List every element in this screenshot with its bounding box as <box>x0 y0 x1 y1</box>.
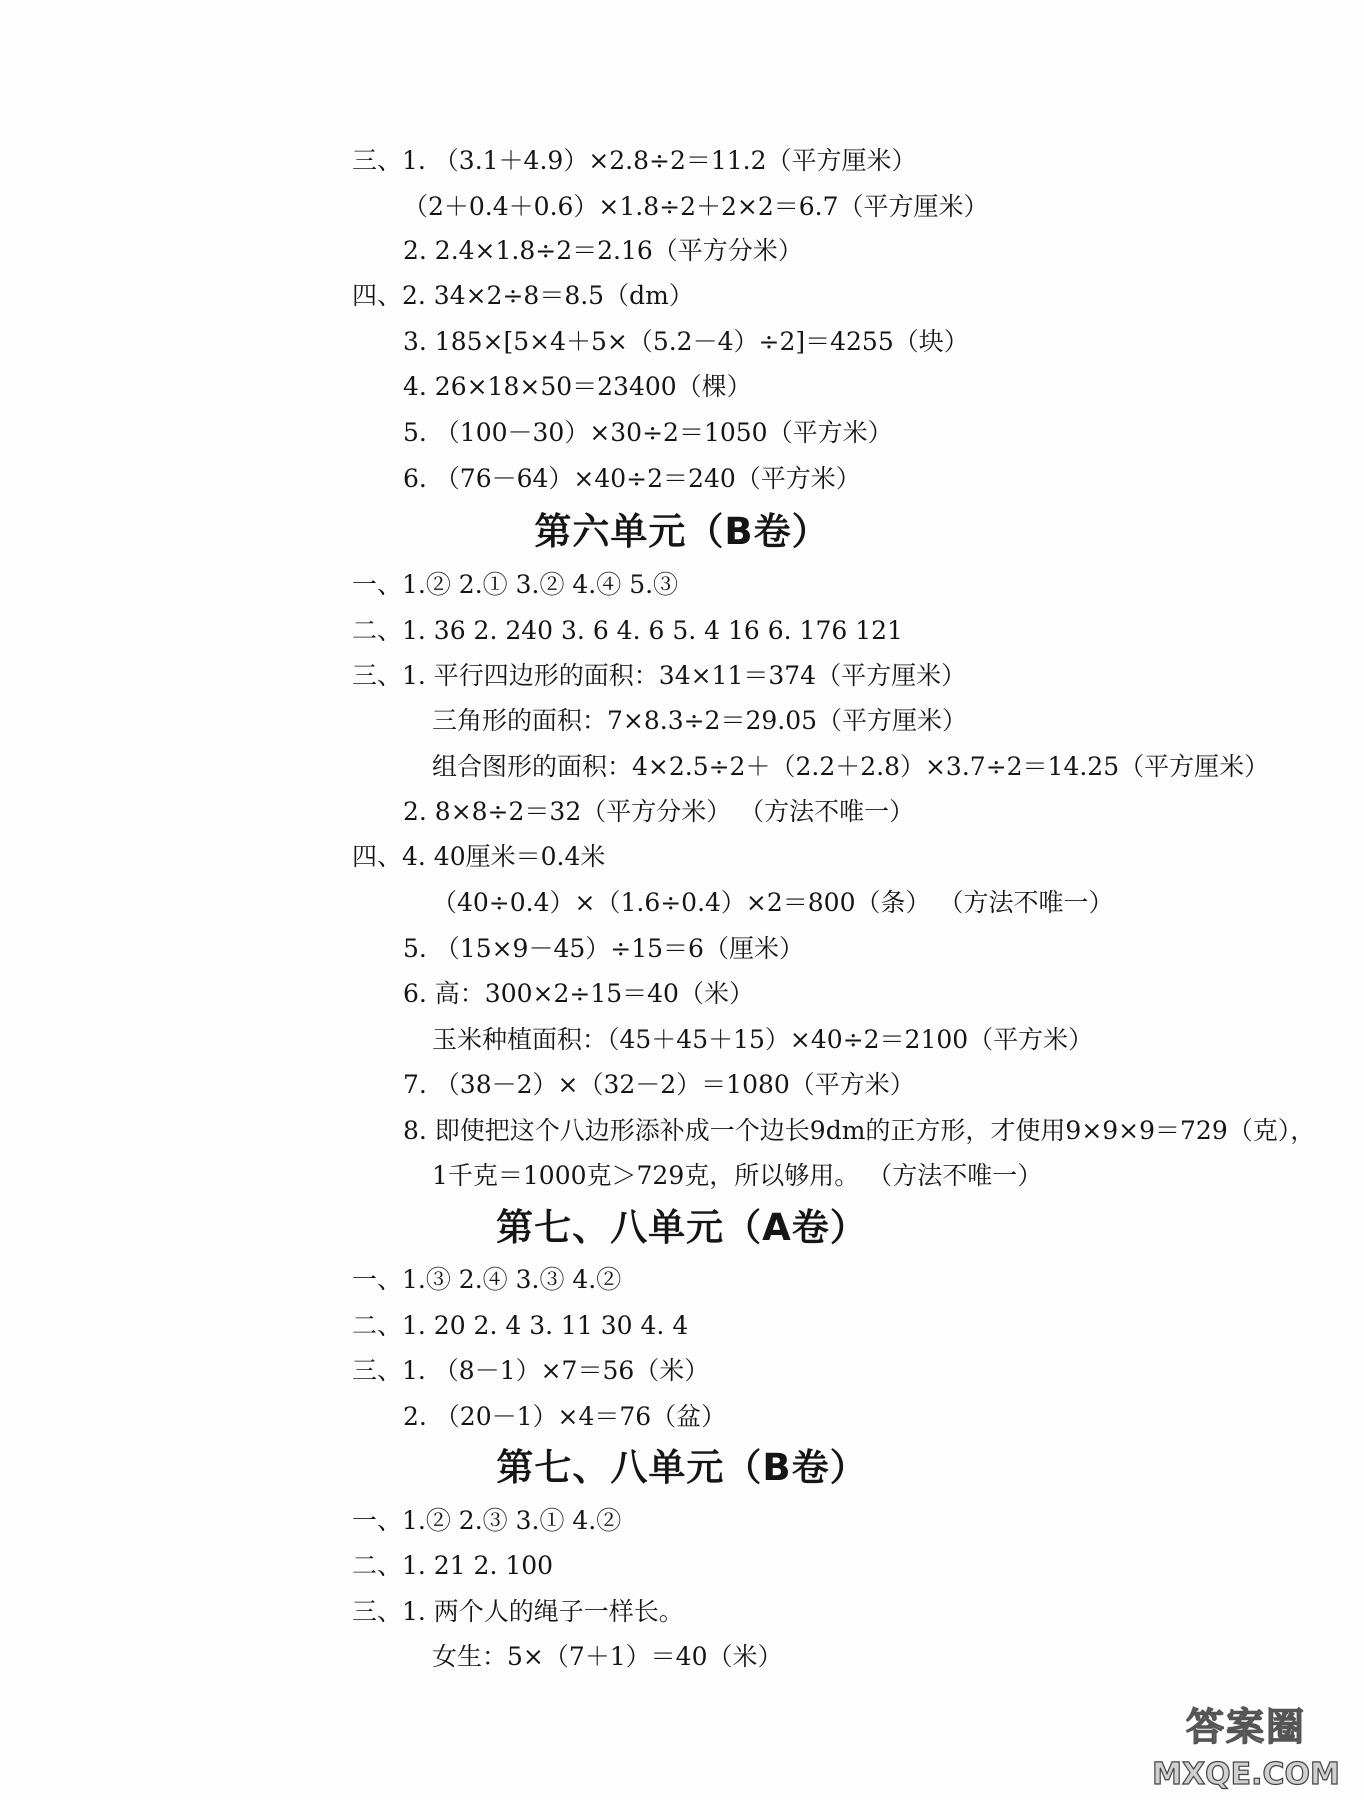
answer-line: 三、1. 平行四边形的面积：34×11＝374（平方厘米） <box>352 661 967 690</box>
answer-line: 3. 185×[5×4＋5×（5.2－4）÷2]＝4255（块） <box>403 327 969 356</box>
answer-line: 1千克＝1000克＞729克，所以够用。 （方法不唯一） <box>432 1161 1043 1190</box>
answer-line: 2. （20－1）×4＝76（盆） <box>403 1402 727 1431</box>
answer-line: 2. 8×8÷2＝32（平方分米） （方法不唯一） <box>403 797 915 826</box>
answer-line: 三、1. （3.1＋4.9）×2.8÷2＝11.2（平方厘米） <box>352 146 917 175</box>
answer-line: 4. 26×18×50＝23400（棵） <box>403 372 752 401</box>
answer-line: 组合图形的面积：4×2.5÷2＋（2.2＋2.8）×3.7÷2＝14.25（平方厘米） <box>432 752 1270 781</box>
answer-line: 5. （100－30）×30÷2＝1050（平方米） <box>403 418 893 447</box>
answer-line: 三、1. 两个人的绳子一样长。 <box>352 1597 684 1626</box>
answer-line: 一、1.③ 2.④ 3.③ 4.② <box>352 1265 622 1294</box>
answer-line: 5. （15×9－45）÷15＝6（厘米） <box>403 934 804 963</box>
answer-line: 三角形的面积：7×8.3÷2＝29.05（平方厘米） <box>432 706 968 735</box>
answer-line: 女生：5×（7＋1）＝40（米） <box>432 1642 783 1671</box>
answer-line: 2. 2.4×1.8÷2＝2.16（平方分米） <box>403 236 803 265</box>
answer-line: 6. （76－64）×40÷2＝240（平方米） <box>403 464 861 493</box>
answer-line: 7. （38－2）×（32－2）＝1080（平方米） <box>403 1070 915 1099</box>
answer-line: 二、1. 20 2. 4 3. 11 30 4. 4 <box>352 1311 689 1340</box>
watermark-logo <box>1150 1700 1342 1792</box>
answer-line: 二、1. 21 2. 100 <box>352 1551 554 1580</box>
answer-line: （40÷0.4）×（1.6÷0.4）×2＝800（条） （方法不唯一） <box>432 888 1114 917</box>
section-heading: 第六单元（B卷） <box>534 510 830 553</box>
answer-line: 四、2. 34×2÷8＝8.5（dm） <box>352 281 694 310</box>
answer-line: （2＋0.4＋0.6）×1.8÷2＋2×2＝6.7（平方厘米） <box>403 192 989 221</box>
answer-line: 四、4. 40厘米＝0.4米 <box>352 842 606 871</box>
answer-line: 一、1.② 2.① 3.② 4.④ 5.③ <box>352 570 679 599</box>
answer-line: 一、1.② 2.③ 3.① 4.② <box>352 1506 622 1535</box>
answer-line: 6. 高：300×2÷15＝40（米） <box>403 979 754 1008</box>
svg-text:答案圈: 答案圈 <box>1185 1705 1307 1749</box>
answer-line: 二、1. 36 2. 240 3. 6 4. 6 5. 4 16 6. 176 121 <box>352 616 903 645</box>
answer-line: 8. 即使把这个八边形添补成一个边长9dm的正方形，才使用9×9×9＝729（克）， <box>403 1116 1316 1145</box>
answer-line: 三、1. （8－1）×7＝56（米） <box>352 1356 710 1385</box>
svg-text:MXQE.COM: MXQE.COM <box>1152 1757 1340 1792</box>
section-heading: 第七、八单元（A卷） <box>496 1206 868 1249</box>
answer-line: 玉米种植面积：（45＋45＋15）×40÷2＝2100（平方米） <box>432 1025 1094 1054</box>
section-heading: 第七、八单元（B卷） <box>496 1446 868 1489</box>
